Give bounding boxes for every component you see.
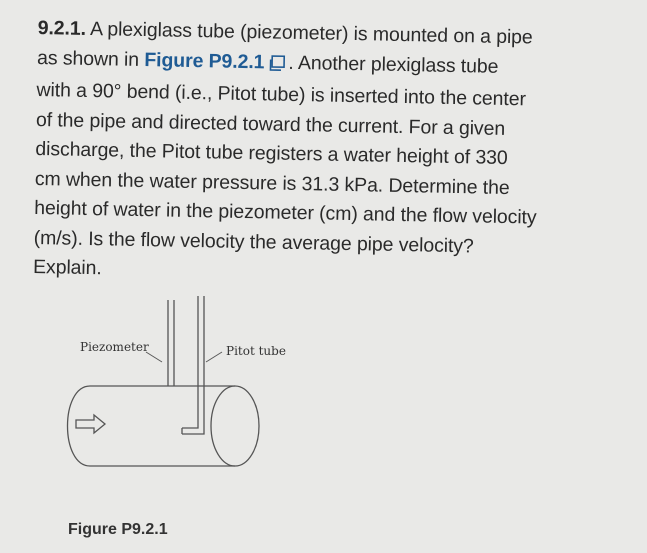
problem-line-8: (m/s). Is the flow velocity the average pipe velocity? bbox=[33, 226, 474, 257]
figure-window-icon[interactable] bbox=[269, 51, 287, 81]
problem-text-1: A plexiglass tube (piezometer) is mounted on a pipe bbox=[85, 17, 533, 49]
pipe-right-end bbox=[211, 386, 259, 466]
problem-line-4: of the pipe and directed toward the current. For a given bbox=[35, 108, 506, 140]
figure-reference-link[interactable]: Figure P9.2.1 bbox=[144, 48, 265, 73]
problem-line-5: discharge, the Pitot tube registers a water height of 330 bbox=[35, 137, 508, 170]
problem-statement bbox=[33, 14, 628, 294]
problem-number: 9.2.1. bbox=[37, 16, 87, 40]
pitot-tube-label: Pitot tube bbox=[226, 344, 286, 358]
pipe-left-end bbox=[68, 386, 91, 466]
figure-diagram bbox=[50, 288, 310, 488]
pitot-tube-inner bbox=[182, 296, 204, 434]
problem-text-2b: . Another plexiglass tube bbox=[288, 51, 499, 78]
pitot-tube-outer bbox=[182, 296, 198, 428]
piezometer-label: Piezometer bbox=[80, 340, 149, 354]
problem-line-6: cm when the water pressure is 31.3 kPa. Determine the bbox=[34, 167, 510, 199]
problem-line-7: height of water in the piezometer (cm) and the flow velocity bbox=[34, 196, 537, 229]
problem-line-9: Explain. bbox=[32, 255, 102, 280]
problem-line-3: with a 90° bend (i.e., Pitot tube) is inserted into the center bbox=[36, 78, 527, 111]
pipe-diagram bbox=[50, 288, 310, 488]
pitot-leader bbox=[206, 352, 222, 362]
flow-direction-arrow-icon bbox=[76, 415, 105, 433]
problem-text-2a: as shown in bbox=[36, 46, 145, 71]
figure-caption: Figure P9.2.1 bbox=[68, 521, 168, 538]
